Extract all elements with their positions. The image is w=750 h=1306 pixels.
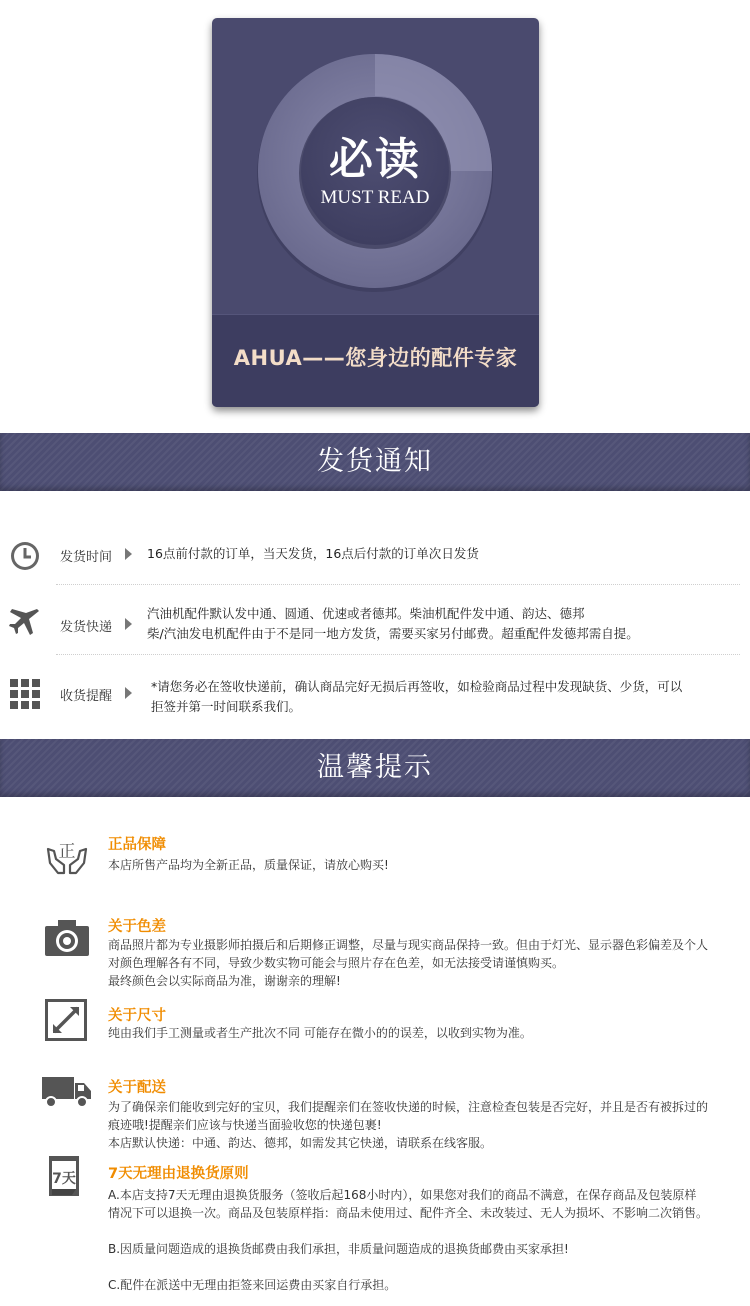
arrow-right-icon [125, 687, 132, 699]
resize-arrow-icon [44, 998, 90, 1044]
svg-text:7天: 7天 [52, 1171, 76, 1187]
divider [56, 654, 740, 655]
genuine-hands-icon [44, 835, 90, 881]
shipping-row-label: 发货快递 [60, 620, 113, 635]
must-read-card [212, 18, 539, 407]
shipping-banner-title: 发货通知 [317, 446, 433, 477]
progress-ring [250, 46, 500, 296]
shipping-row-text: 汽油机配件默认发中通、圆通、优速或者德邦。柴油机配件发中通、韵达、德邦 柴/汽油发电机配件由于不是同一地方发货，需要买家另付邮费。超重配件发德邦需自提。 [147, 606, 639, 641]
tip-body: 为了确保亲们能收到完好的宝贝，我们提醒亲们在签收快递的时候，注意检查包装是否完好，并且是否有被拆过的 痕迹哦!提醒亲们应该与快递当面验收您的快递包裹! 本店默认快递：中通、韵达、德邦，如需发其它快递，请联系在线客服。 [108, 1100, 709, 1150]
camera-icon [44, 916, 90, 962]
truck-icon [42, 1075, 92, 1121]
tip-title: 关于配送 [108, 1080, 166, 1096]
must-read-title-en: MUST READ [320, 187, 430, 208]
tip-title: 关于色差 [108, 919, 166, 935]
seven-day-calendar-icon [48, 1155, 94, 1201]
tip-body: 本店所售产品均为全新正品，质量保证，请放心购买! [108, 858, 389, 872]
card-footer [212, 314, 539, 407]
shipping-row-text: 16点前付款的订单，当天发货，16点后付款的订单次日发货 [147, 546, 479, 561]
must-read-title-cn: 必读 [329, 134, 421, 185]
tip-body: 商品照片都为专业摄影师拍摄后和后期修正调整，尽量与现实商品保持一致。但由于灯光、显示器色彩偏差及个人 对颜色理解各有不同，导致少数实物可能会与照片存在色差，如无法接受请谨慎购买。 最终颜色会以实际商品为准，谢谢亲的理解! [108, 938, 709, 988]
svg-text:正: 正 [58, 842, 76, 862]
divider [56, 584, 740, 585]
tip-title: 正品保障 [108, 837, 166, 853]
tip-body: A.本店支持7天无理由退换货服务（签收后起168小时内），如果您对我们的商品不满意，在保存商品及包装原样 情况下可以退换一次。商品及包装原样指：商品未使用过、配件齐全、未改装过、无人为损坏、不影响二次销售。 [108, 1188, 709, 1220]
tip-body: 纯由我们手工测量或者生产批次不同 可能存在微小的的误差，以收到实物为准。 [108, 1026, 532, 1040]
tips-banner [0, 739, 750, 797]
shipping-row-text: *请您务必在签收快递前，确认商品完好无损后再签收，如检验商品过程中发现缺货、少货，可以 拒签并第一时间联系我们。 [151, 679, 683, 714]
shipping-banner [0, 433, 750, 491]
arrow-right-icon [125, 618, 132, 630]
shipping-row-label: 发货时间 [60, 550, 113, 565]
tip-title: 7天无理由退换货原则 [108, 1166, 249, 1182]
tip-body-note: B.因质量问题造成的退换货邮费由我们承担，非质量问题造成的退换货邮费由买家承担! [108, 1242, 569, 1256]
shipping-row-label: 收货提醒 [60, 689, 113, 704]
tips-banner-title: 温馨提示 [317, 752, 433, 783]
airplane-icon [9, 605, 41, 637]
grid-icon [9, 678, 41, 710]
brand-slogan: AHUA——您身边的配件专家 [233, 346, 518, 370]
clock-icon [9, 540, 41, 572]
arrow-right-icon [125, 548, 132, 560]
tip-title: 关于尺寸 [108, 1008, 166, 1024]
tip-body-note: C.配件在派送中无理由拒签来回运费由买家自行承担。 [108, 1278, 397, 1292]
